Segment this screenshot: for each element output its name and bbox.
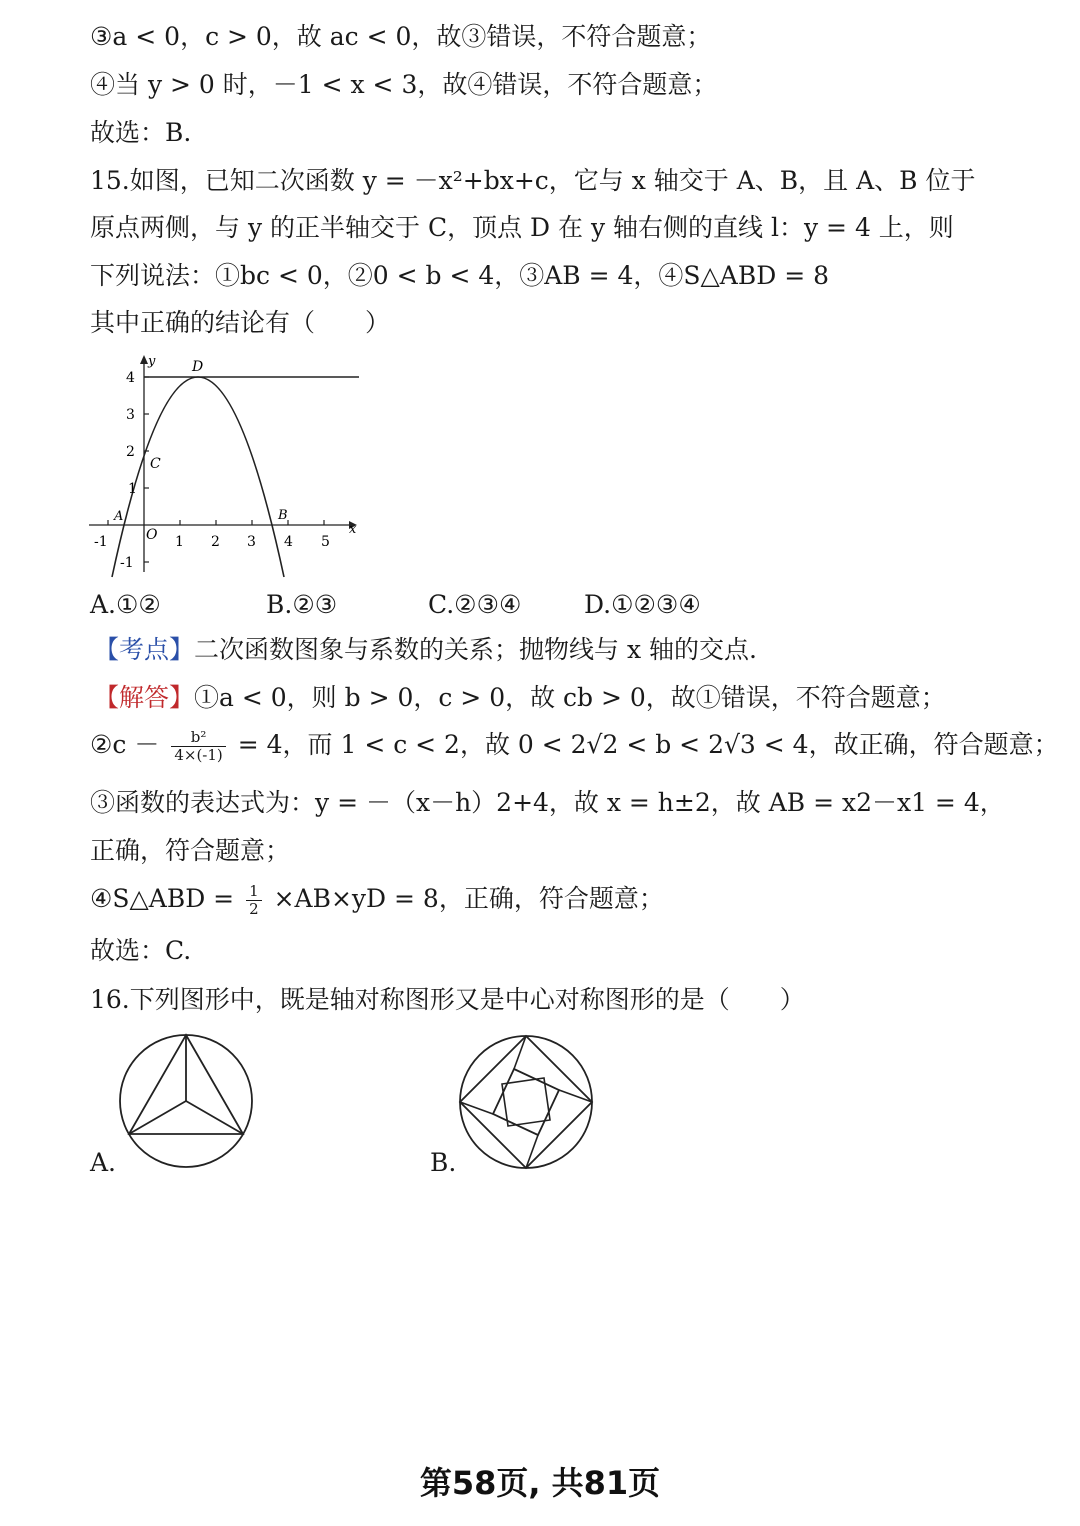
answer-select: 故选：C. (90, 936, 192, 965)
solution-step-4 (90, 882, 664, 918)
step-4-prefix: ④S△ABD = (90, 884, 235, 913)
step-4-denominator: 2 (249, 900, 259, 918)
x-axis-label: x (349, 522, 357, 537)
step-4-suffix: ×AB×yD = 8，正确，符合题意； (273, 884, 664, 913)
figure-b (456, 1032, 596, 1172)
step-2-fraction (171, 729, 225, 764)
origin-label: O (146, 527, 158, 543)
x-tick-label: 5 (321, 534, 330, 550)
solution-step-2 (90, 728, 1059, 764)
point-d-label: D (192, 359, 204, 375)
step-4-fraction (246, 883, 262, 918)
point-c-label: C (150, 456, 161, 472)
kaodian-line (94, 633, 757, 667)
y-axis-arrow (140, 355, 148, 364)
line-2: ④当 y > 0 时，－1 < x < 3，故④错误，不符合题意； (90, 70, 718, 99)
x-tick-label: 4 (284, 534, 293, 550)
question-15-line-4: 其中正确的结论有（ ） (90, 308, 391, 337)
question-15-line-2: 原点两侧，与 y 的正半轴交于 C，顶点 D 在 y 轴右侧的直线 l：y = 4 上，则 (90, 213, 954, 242)
kaodian-text: 二次函数图象与系数的关系；抛物线与 x 轴的交点. (194, 635, 757, 664)
figure-a (118, 1032, 256, 1170)
y-tick-label: 4 (126, 370, 135, 386)
x-tick-label: 2 (211, 534, 220, 550)
point-a-label: A (114, 509, 124, 524)
x-tick-label: 3 (247, 534, 256, 550)
y-tick-label: -1 (120, 555, 134, 571)
option-a: A.①② (90, 590, 161, 619)
figure-b-label: B. (430, 1148, 457, 1177)
line-1: ③a < 0，c > 0，故 ac < 0，故③错误，不符合题意； (90, 22, 712, 51)
step-2-prefix: ②c － (90, 730, 160, 759)
page-footer: 第58页, 共81页 (419, 1464, 661, 1502)
parabola-graph (84, 350, 374, 580)
x-tick-label: -1 (94, 534, 108, 550)
y-tick-label: 2 (126, 444, 135, 460)
step-4-numerator: 1 (246, 883, 262, 901)
y-tick-label: 1 (128, 481, 137, 497)
question-15-line-1: 15.如图，已知二次函数 y = －x²+bx+c，它与 x 轴交于 A、B，且 A、B 位于 (90, 166, 976, 195)
y-axis-label: y (148, 354, 156, 369)
jieda-tag: 【解答】 (94, 683, 195, 712)
parabola-curve (112, 377, 284, 577)
kaodian-tag: 【考点】 (94, 635, 195, 664)
option-b: B.②③ (266, 590, 338, 619)
step-2-suffix: = 4，而 1 < c < 2，故 0 < 2√2 < b < 2√3 < 4，故正确，符合题意； (237, 730, 1059, 759)
jieda-line (94, 681, 946, 715)
solution-step-3b: 正确，符合题意； (90, 836, 291, 865)
solution-step-3a: ③函数的表达式为：y = －（x－h）2+4，故 x = h±2，故 AB = x2－x1 = 4， (90, 788, 1005, 817)
y-tick-label: 3 (126, 407, 135, 423)
question-15-line-3: 下列说法：①bc < 0，②0 < b < 4，③AB = 4，④S△ABD = 8 (90, 261, 829, 290)
x-tick-label: 1 (175, 534, 184, 550)
point-b-label: B (278, 508, 288, 523)
step-2-numerator: b² (171, 729, 225, 747)
jieda-text: ①a < 0，则 b > 0，c > 0，故 cb > 0，故①错误，不符合题意； (194, 683, 946, 712)
step-2-denominator: 4×(-1) (174, 746, 223, 764)
line-3: 故选：B. (90, 118, 192, 147)
figure-a-label: A. (90, 1148, 117, 1177)
option-d: D.①②③④ (584, 590, 701, 619)
option-c: C.②③④ (428, 590, 522, 619)
question-16: 16.下列图形中，既是轴对称图形又是中心对称图形的是（ ） (90, 985, 805, 1014)
